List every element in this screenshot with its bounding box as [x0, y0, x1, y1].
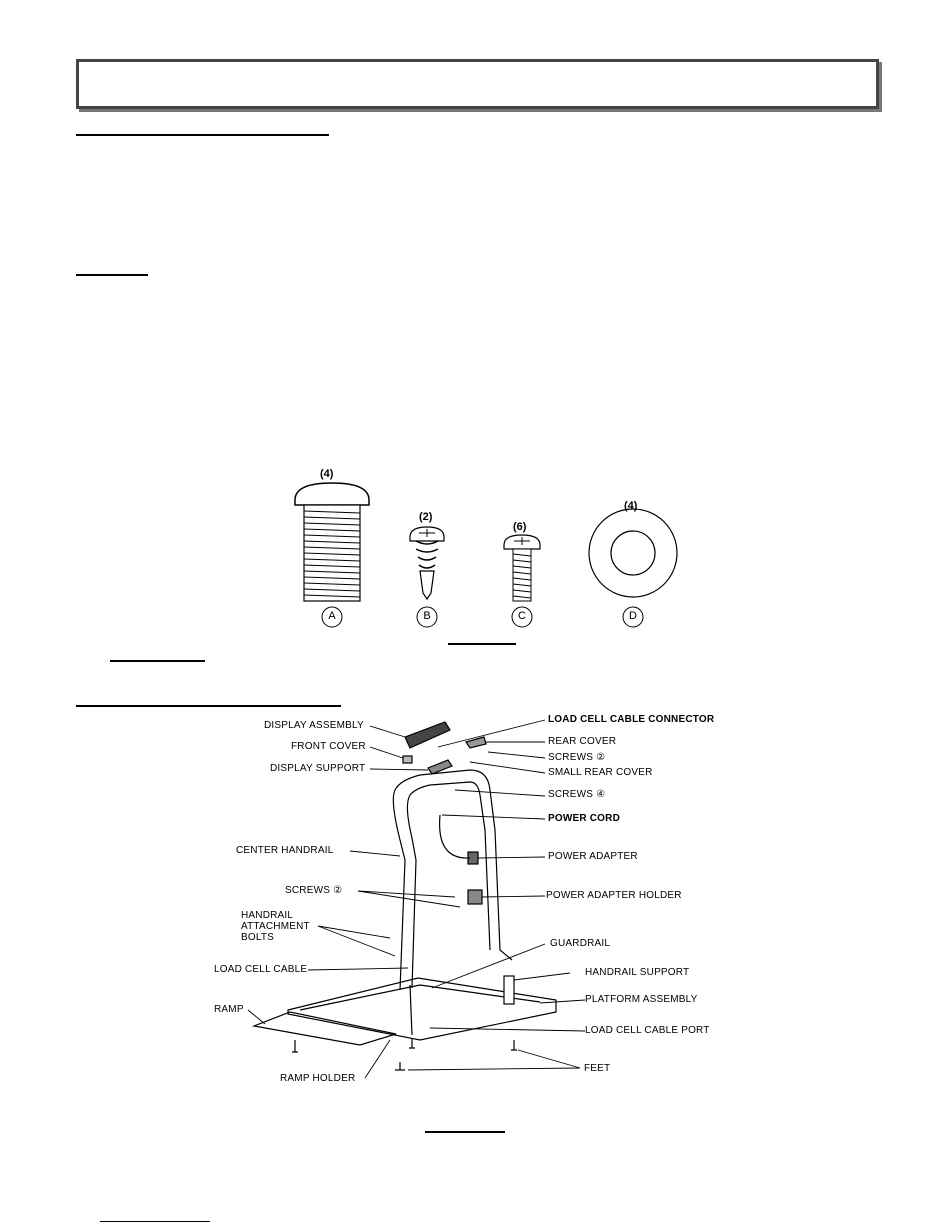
- label-ramp: RAMP: [214, 1004, 244, 1015]
- label-power-adapter: POWER ADAPTER: [548, 851, 638, 862]
- label-handrail-support: HANDRAIL SUPPORT: [585, 967, 690, 978]
- label-screws-2-right: SCREWS ②: [548, 752, 606, 763]
- label-small-rear-cover: SMALL REAR COVER: [548, 767, 653, 778]
- part-a-qty: (4): [320, 468, 334, 480]
- label-power-cord: POWER CORD: [548, 813, 620, 824]
- screw-c-icon: [504, 535, 540, 601]
- screw-b-icon: [410, 527, 444, 599]
- label-load-cell-cable: LOAD CELL CABLE: [214, 964, 308, 975]
- part-c-letter: C: [518, 610, 526, 622]
- label-feet: FEET: [584, 1063, 611, 1074]
- figure-caption-underline-2: [425, 1131, 505, 1133]
- label-power-adapter-holder: POWER ADAPTER HOLDER: [546, 890, 682, 901]
- label-front-cover: FRONT COVER: [291, 741, 366, 752]
- label-bolts-1: HANDRAIL: [241, 910, 294, 921]
- label-center-handrail: CENTER HANDRAIL: [236, 845, 334, 856]
- washer-d-icon: [589, 509, 677, 597]
- part-d-letter: D: [629, 610, 637, 622]
- label-display-support: DISPLAY SUPPORT: [270, 763, 366, 774]
- section-title-box: [76, 59, 879, 109]
- bolt-a-icon: [295, 483, 369, 601]
- label-guardrail: GUARDRAIL: [550, 938, 611, 949]
- heading-underline-3: [76, 705, 341, 707]
- label-bolts-2: ATTACHMENT: [241, 921, 310, 932]
- label-load-cell-cable-port: LOAD CELL CABLE PORT: [585, 1025, 710, 1036]
- heading-underline-2: [76, 274, 148, 276]
- figure-caption-underline-1: [448, 643, 516, 645]
- part-d-qty: (4): [624, 500, 638, 512]
- footer-underline: [100, 1221, 210, 1222]
- label-display-assembly: DISPLAY ASSEMBLY: [264, 720, 364, 731]
- heading-underline-1: [76, 134, 329, 136]
- part-b-qty: (2): [419, 511, 433, 523]
- assembly-figure: [0, 710, 950, 1110]
- part-b-letter: B: [423, 610, 431, 622]
- label-ramp-holder: RAMP HOLDER: [280, 1073, 356, 1084]
- label-screws-4: SCREWS ④: [548, 789, 606, 800]
- label-platform-assembly: PLATFORM ASSEMBLY: [585, 994, 698, 1005]
- label-load-cell-cable-connector: LOAD CELL CABLE CONNECTOR: [548, 714, 715, 725]
- part-a-letter: A: [328, 610, 336, 622]
- label-bolts-3: BOLTS: [241, 932, 275, 943]
- note-underline: [110, 660, 205, 662]
- part-c-qty: (6): [513, 521, 527, 533]
- label-rear-cover: REAR COVER: [548, 736, 617, 747]
- label-screws-left: SCREWS ②: [285, 885, 343, 896]
